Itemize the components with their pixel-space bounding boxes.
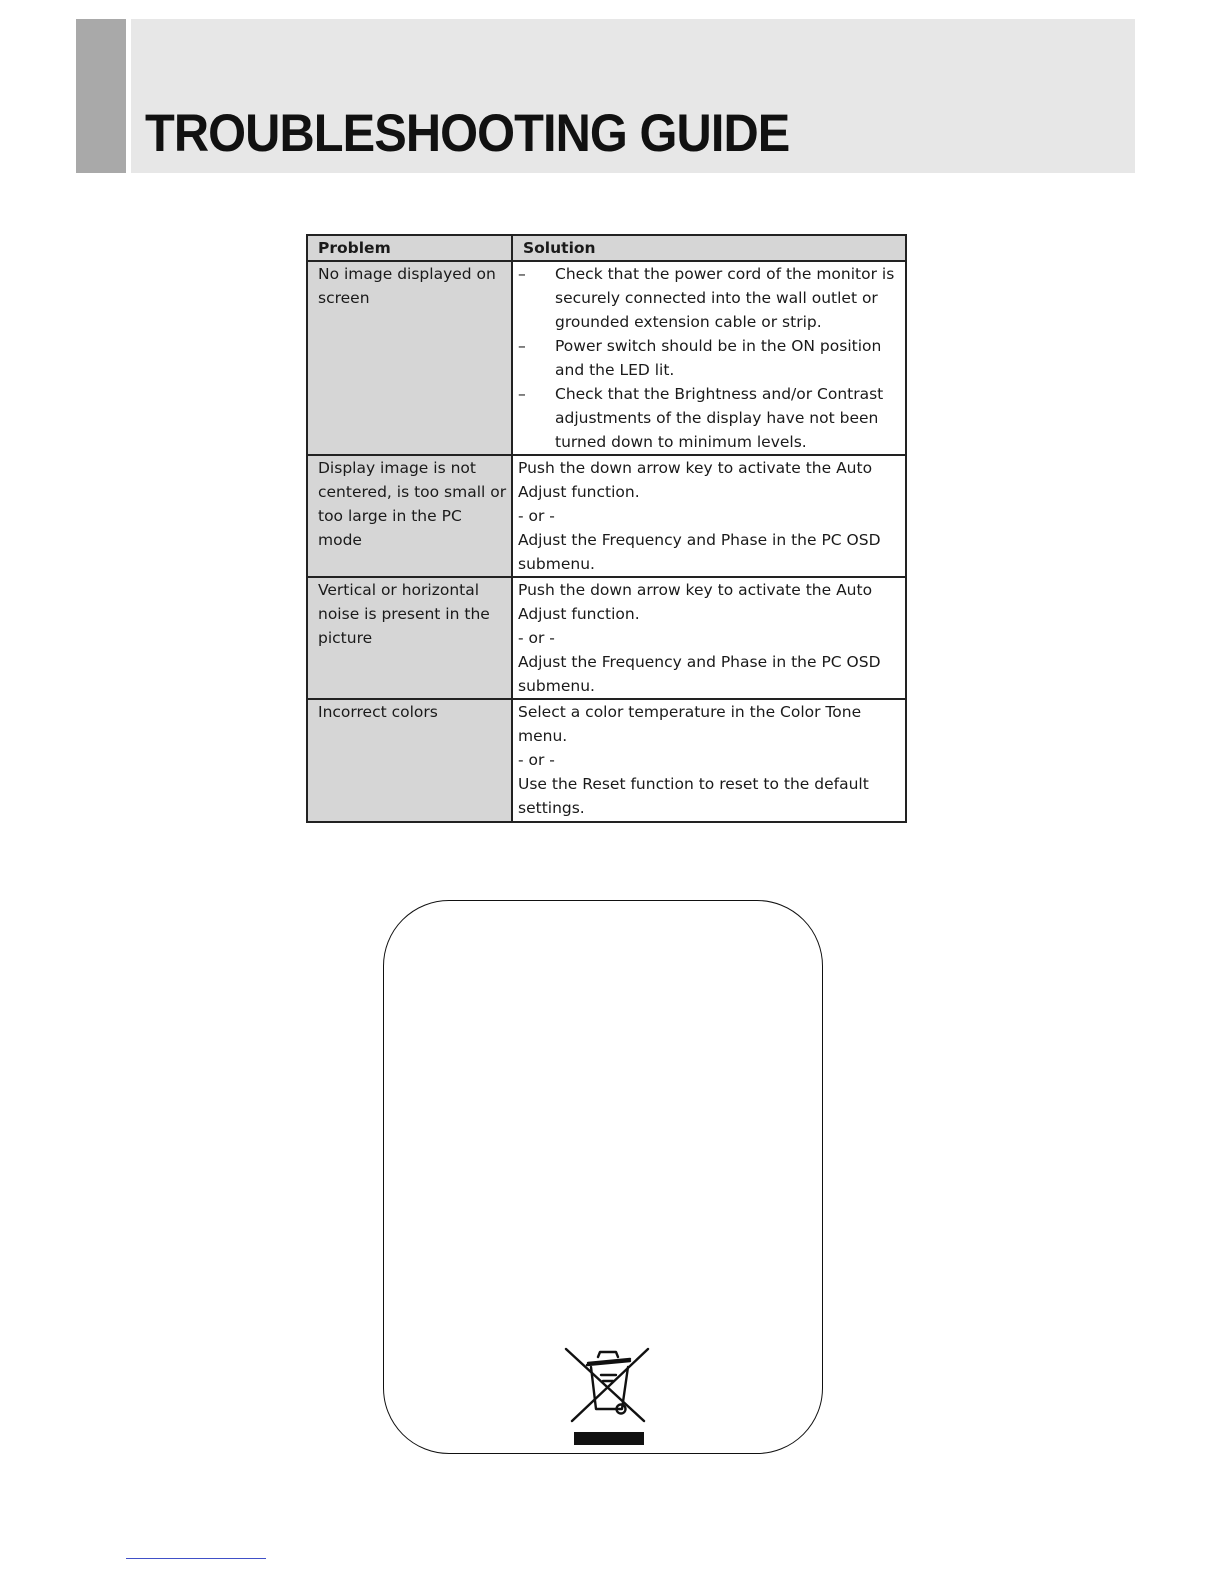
- bullet-dash: –: [518, 337, 526, 355]
- bullet-dash: –: [518, 265, 526, 283]
- bullet-text: Check that the Brightness and/or Contrast adjustments of the display have not been turned down to minimum levels.: [555, 385, 884, 451]
- solution-line: Use the Reset function to reset to the default settings.: [518, 775, 869, 817]
- bullet-dash: –: [518, 385, 526, 403]
- solution-bullet: [518, 334, 901, 382]
- solution-line: Adjust the Frequency and Phase in the PC OSD submenu.: [518, 531, 881, 573]
- footer-rule: [126, 1558, 266, 1559]
- table-row: [307, 455, 906, 577]
- header-accent-bar: [76, 19, 126, 173]
- solution-cell: [512, 699, 906, 822]
- problem-cell: Display image is not centered, is too small or too large in the PC mode: [307, 455, 512, 577]
- solution-cell: [512, 577, 906, 699]
- solution-or: - or -: [518, 751, 555, 769]
- solution-cell: [512, 261, 906, 455]
- page-title: TROUBLESHOOTING GUIDE: [145, 104, 790, 163]
- table-header-row: [307, 235, 906, 261]
- bullet-text: Power switch should be in the ON position and the LED lit.: [555, 337, 882, 379]
- solution-line: Adjust the Frequency and Phase in the PC OSD submenu.: [518, 653, 881, 695]
- table-row: [307, 699, 906, 822]
- problem-column-header: Problem: [307, 235, 512, 261]
- troubleshooting-table: [306, 234, 907, 823]
- solution-bullet: [518, 382, 901, 454]
- solution-cell: [512, 455, 906, 577]
- problem-cell: Vertical or horizontal noise is present in the picture: [307, 577, 512, 699]
- crossed-out-wheelie-bin-icon: [560, 1343, 656, 1447]
- bullet-text: Check that the power cord of the monitor is securely connected into the wall outlet or grounded extension cable or strip.: [555, 265, 895, 331]
- solution-column-header: Solution: [512, 235, 906, 261]
- problem-cell: No image displayed on screen: [307, 261, 512, 455]
- solution-or: - or -: [518, 507, 555, 525]
- solution-line: Push the down arrow key to activate the Auto Adjust function.: [518, 459, 873, 501]
- problem-cell: Incorrect colors: [307, 699, 512, 822]
- solution-line: Select a color temperature in the Color Tone menu.: [518, 703, 862, 745]
- solution-bullet: [518, 262, 901, 334]
- table-row: [307, 261, 906, 455]
- solution-or: - or -: [518, 629, 555, 647]
- solution-line: Push the down arrow key to activate the Auto Adjust function.: [518, 581, 873, 623]
- table-row: [307, 577, 906, 699]
